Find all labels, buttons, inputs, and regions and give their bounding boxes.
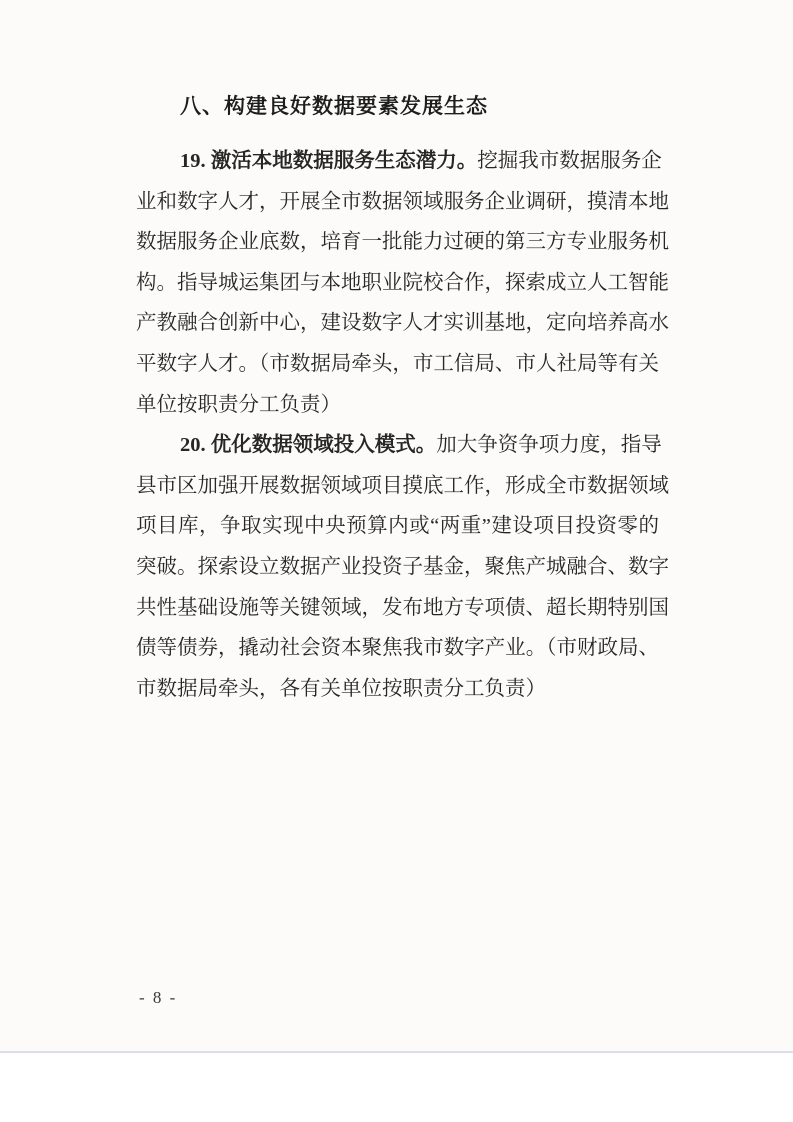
- text-segment: 县市区加强开展数据领域项目摸底工作，形成全市数据领域: [136, 474, 669, 497]
- lead-phrase: 19. 激活本地数据服务生态潜力。: [180, 150, 478, 172]
- text-segment: 平数字人才。（市数据局牵头，市工信局、市人社局等有关: [136, 352, 659, 375]
- text-line: [136, 466, 669, 507]
- text-segment: 项目库，争取实现中央预算内或“两重”建设项目投资零的: [136, 515, 659, 538]
- text-segment: 数据服务企业底数，培育一批能力过硬的第三方专业服务机: [136, 231, 669, 254]
- text-line: [136, 628, 659, 669]
- text-line: [136, 263, 669, 304]
- item-20: [136, 425, 669, 709]
- text-segment: 构。指导城运集团与本地职业院校合作，探索成立人工智能: [136, 271, 669, 294]
- text-segment: 单位按职责分工负责）: [136, 393, 341, 416]
- text-line: [136, 344, 659, 385]
- text-line: [136, 182, 669, 223]
- text-line: [136, 547, 669, 588]
- lead-phrase: 20. 优化数据领域投入模式。: [180, 434, 437, 457]
- text-segment: 加大争资争项力度，指导: [436, 434, 662, 457]
- text-segment: 突破。探索设立数据产业投资子基金，聚焦产城融合、数字: [136, 555, 669, 578]
- page-number: - 8 -: [139, 988, 178, 1007]
- item-19: [136, 141, 669, 425]
- text-line: [136, 669, 659, 710]
- text-segment: 共性基础设施等关键领域，发布地方专项债、超长期特别国: [136, 596, 669, 619]
- text-line: [136, 385, 659, 426]
- text-line: [136, 141, 662, 182]
- text-segment: 债等债券，撬动社会资本聚焦我市数字产业。（市财政局、: [136, 637, 659, 660]
- text-line: [136, 588, 669, 629]
- document-content: [136, 0, 669, 709]
- text-segment: 业和数字人才，开展全市数据领域服务企业调研，摸清本地: [136, 190, 669, 213]
- text-segment: 挖掘我市数据服务企: [477, 150, 662, 172]
- text-line: [136, 506, 659, 547]
- text-segment: 产教融合创新中心，建设数字人才实训基地，定向培养高水: [136, 312, 669, 335]
- section-heading: 八、构建良好数据要素发展生态: [180, 95, 488, 118]
- text-line: [136, 303, 669, 344]
- document-body: [136, 141, 669, 709]
- text-line: [136, 222, 669, 263]
- text-line: [136, 425, 662, 466]
- text-segment: 市数据局牵头，各有关单位按职责分工负责）: [136, 677, 546, 700]
